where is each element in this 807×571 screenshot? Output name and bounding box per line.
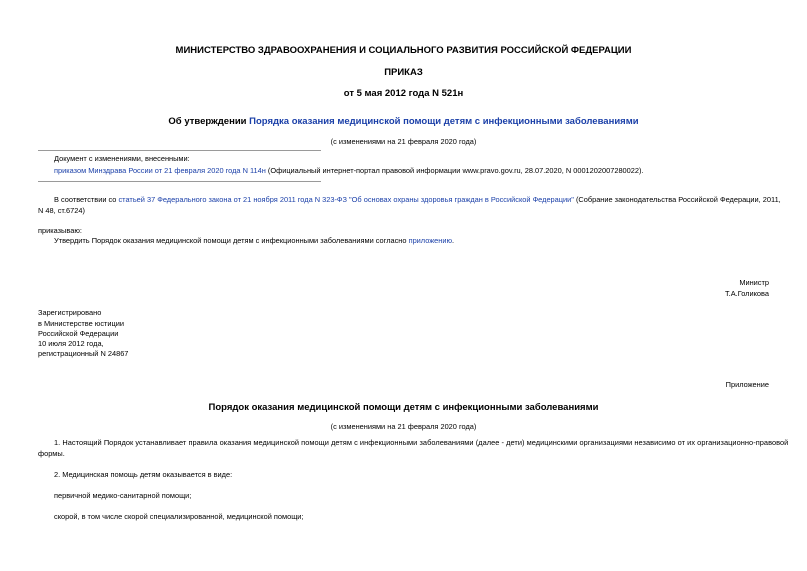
order-item-suffix: . (452, 236, 455, 245)
changes-intro: Документ с изменениями, внесенными: (54, 154, 190, 163)
registration-line-1: Зарегистрировано (38, 308, 102, 317)
order-word: приказываю: (38, 226, 82, 235)
registration-line-2: в Министерстве юстиции (38, 319, 125, 328)
appendix-paragraph-3: первичной медико-санитарной помощи; (54, 491, 192, 500)
basis-line-2: N 48, ст.6724) (38, 206, 85, 215)
basis-link[interactable]: статьей 37 Федерального закона от 21 ноября 2011 года N 323-ФЗ "Об основах охраны здоровья граждан в Российской Федерации" (118, 195, 574, 204)
changes-link[interactable]: приказом Минздрава России от 21 февраля 2020 года N 114н (54, 166, 266, 175)
changes-bottom-rule (38, 181, 321, 182)
registration-line-5: регистрационный N 24867 (38, 349, 129, 358)
doc-type-heading: ПРИКАЗ (384, 67, 423, 78)
appendix-label: Приложение (725, 380, 769, 389)
changes-line (54, 166, 644, 176)
basis-line-1 (54, 195, 781, 205)
appendix-paragraph-2: 2. Медицинская помощь детям оказывается в виде: (54, 470, 233, 479)
order-item (54, 236, 454, 246)
order-title (0, 116, 807, 127)
appendix-title: Порядок оказания медицинской помощи детям с инфекционными заболеваниями (208, 402, 599, 413)
registration-line-4: 10 июля 2012 года, (38, 339, 104, 348)
appendix-paragraph-4: скорой, в том числе скорой специализированной, медицинской помощи; (54, 512, 304, 521)
amendments-note: (с изменениями на 21 февраля 2020 года) (330, 137, 477, 146)
signature-name: Т.А.Голикова (724, 289, 769, 298)
order-title-link[interactable]: Порядка оказания медицинской помощи детям с инфекционными заболеваниями (249, 116, 639, 127)
order-item-prefix: Утвердить Порядок оказания медицинской помощи детям с инфекционными заболеваниями согласно (54, 236, 409, 245)
appendix-link[interactable]: приложению (408, 236, 453, 245)
appendix-amendments-note: (с изменениями на 21 февраля 2020 года) (330, 422, 477, 431)
appendix-paragraph-1-line-1: 1. Настоящий Порядок устанавливает правила оказания медицинской помощи детям с инфекционными заболеваниями (далее - дети) медицинскими организациями независимо от их организационно-правовой (54, 438, 789, 447)
order-title-prefix: Об утверждении (168, 116, 250, 127)
appendix-paragraph-1-line-2: формы. (38, 449, 65, 458)
registration-line-3: Российской Федерации (38, 329, 119, 338)
signature-position: Министр (739, 278, 769, 287)
date-number-heading: от 5 мая 2012 года N 521н (343, 88, 464, 99)
changes-top-rule (38, 150, 321, 151)
ministry-heading: МИНИСТЕРСТВО ЗДРАВООХРАНЕНИЯ И СОЦИАЛЬНОГО РАЗВИТИЯ РОССИЙСКОЙ ФЕДЕРАЦИИ (175, 45, 632, 56)
basis-rest: (Собрание законодательства Российской Федерации, 2011, (573, 195, 781, 204)
changes-rest: (Официальный интернет-портал правовой информации www.pravo.gov.ru, 28.07.2020, N 0001202007280022). (265, 166, 644, 175)
basis-prefix: В соответствии со (54, 195, 119, 204)
